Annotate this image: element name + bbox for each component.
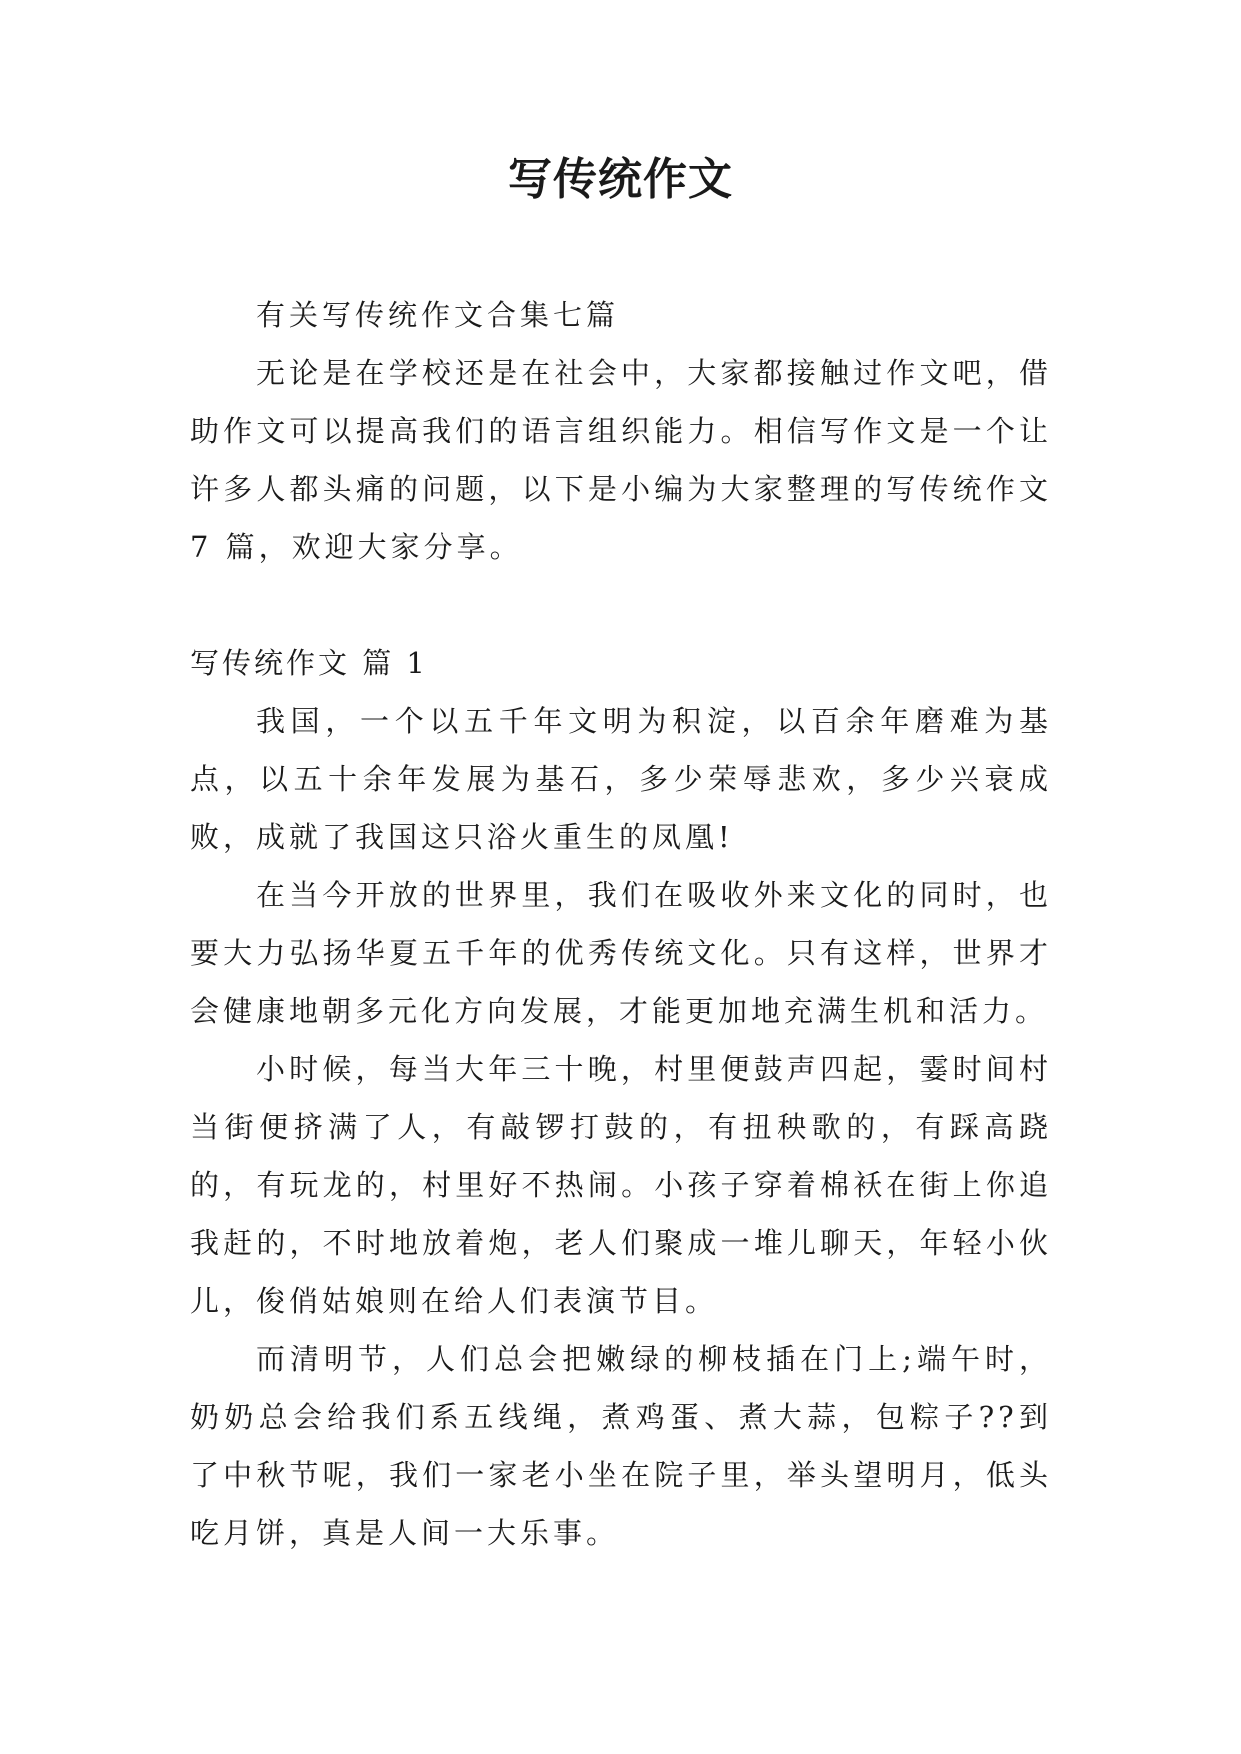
body-paragraph: 我国，一个以五千年文明为积淀，以百余年磨难为基点，以五十余年发展为基石，多少荣辱悲欢，多少兴衰成败，成就了我国这只浴火重生的凤凰! [190, 704, 1052, 854]
document-body [190, 286, 1052, 1562]
body-paragraph: 在当今开放的世界里，我们在吸收外来文化的同时，也要大力弘扬华夏五千年的优秀传统文化。只有这样，世界才会健康地朝多元化方向发展，才能更加地充满生机和活力。 [190, 878, 1052, 1028]
document-title: 写传统作文 [508, 154, 733, 205]
section-spacer [190, 576, 1052, 634]
intro-paragraph: 无论是在学校还是在社会中，大家都接触过作文吧，借助作文可以提高我们的语言组织能力。相信写作文是一个让许多人都头痛的问题，以下是小编为大家整理的写传统作文 7 篇，欢迎大家分享。 [190, 356, 1052, 564]
intro-heading: 有关写传统作文合集七篇 [256, 298, 620, 332]
section-heading: 写传统作文 篇 1 [190, 646, 428, 680]
body-paragraph: 小时候，每当大年三十晚，村里便鼓声四起，霎时间村当街便挤满了人，有敲锣打鼓的，有扭秧歌的，有踩高跷的，有玩龙的，村里好不热闹。小孩子穿着棉袄在街上你追我赶的，不时地放着炮，老人们聚成一堆儿聊天，年轻小伙儿，俊俏姑娘则在给人们表演节目。 [190, 1052, 1052, 1318]
body-paragraph: 而清明节，人们总会把嫩绿的柳枝插在门上;端午时，奶奶总会给我们系五线绳，煮鸡蛋、煮大蒜，包粽子??到了中秋节呢，我们一家老小坐在院子里，举头望明月，低头吃月饼，真是人间一大乐事。 [190, 1342, 1052, 1550]
